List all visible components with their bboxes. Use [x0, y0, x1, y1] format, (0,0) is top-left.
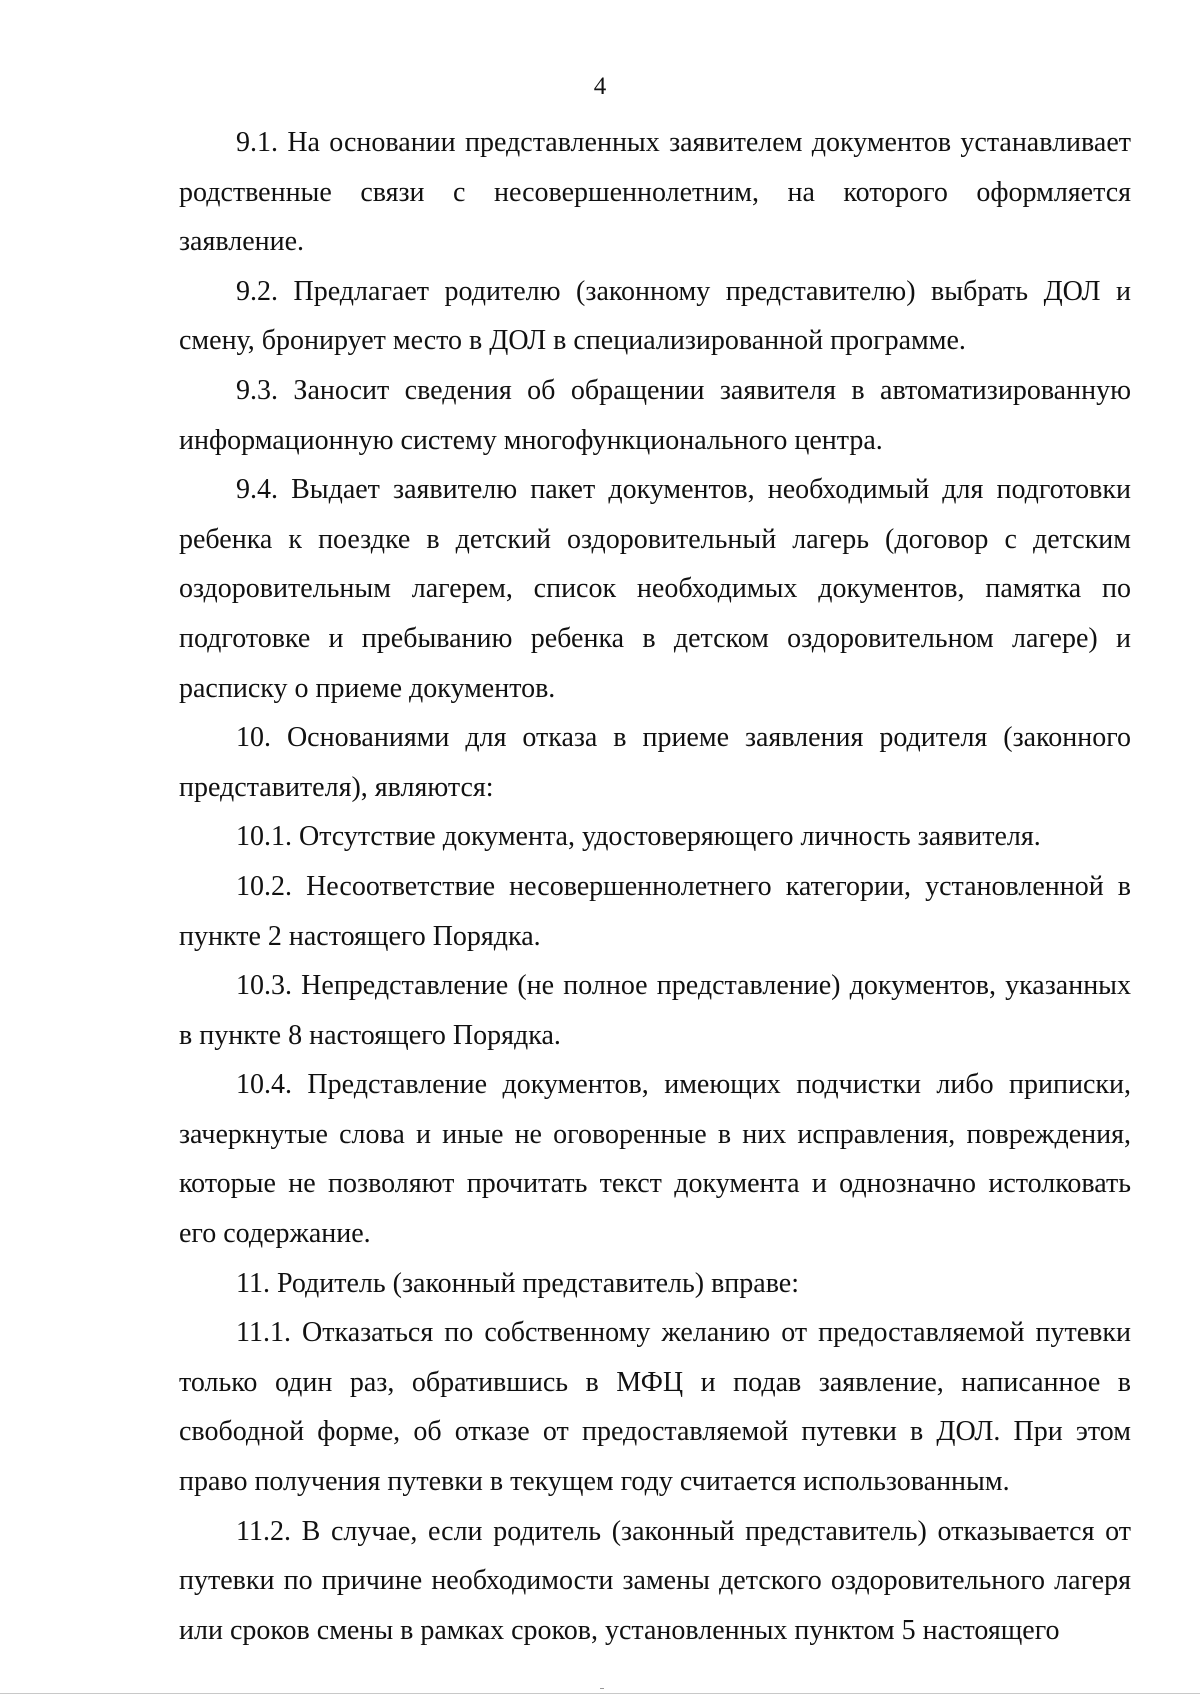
paragraph-10: 10. Основаниями для отказа в приеме заявления родителя (законного представителя), являются: [179, 722, 1131, 803]
scan-edge-mark [600, 1688, 604, 1689]
document-body [179, 118, 1131, 1655]
paragraph-10-3: 10.3. Непредставление (не полное представление) документов, указанных в пункте 8 настоящего Порядка. [179, 970, 1131, 1051]
paragraph-9-2: 9.2. Предлагает родителю (законному представителю) выбрать ДОЛ и смену, бронирует место в ДОЛ в специализированной программе. [179, 275, 1131, 357]
paragraph-11-1: 11.1. Отказаться по собственному желанию от предоставляемой путевки только один раз, обратившись в МФЦ и подав заявление, написанное в свободной форме, об отказе от предоставляемой путевки в ДОЛ. При этом право получения путевки в текущем году считается использованным. [179, 1317, 1131, 1498]
paragraph-11: 11. Родитель (законный представитель) вправе: [236, 1267, 799, 1299]
paragraph-10-4: 10.4. Представление документов, имеющих подчистки либо приписки, зачеркнутые слова и иные не оговоренные в них исправления, повреждения, которые не позволяют прочитать текст документа и однозначно истолковать его содержание. [179, 1069, 1131, 1250]
page-number: 4 [593, 73, 607, 100]
paragraph-9-1: 9.1. На основании представленных заявителем документов устанавливает родственные связи с несовершеннолетним, на которого оформляется заявление. [179, 127, 1131, 258]
paragraph-11-2: 11.2. В случае, если родитель (законный представитель) отказывается от путевки по причине необходимости замены детского оздоровительного лагеря или сроков смены в рамках сроков, установленных пунктом 5 настоящего [179, 1515, 1131, 1646]
scan-edge-line [0, 1693, 1200, 1694]
paragraph-10-2: 10.2. Несоответствие несовершеннолетнего категории, установленной в пункте 2 настоящего Порядка. [179, 870, 1131, 952]
paragraph-9-4: 9.4. Выдает заявителю пакет документов, необходимый для подготовки ребенка к поездке в детский оздоровительный лагерь (договор с детским оздоровительным лагерем, список необходимых документов, памятка по подготовке и пребыванию ребенка в детском оздоровительном лагере) и расписку о приеме документов. [179, 474, 1131, 704]
paragraph-10-1: 10.1. Отсутствие документа, удостоверяющего личность заявителя. [236, 821, 1041, 853]
paragraph-9-3: 9.3. Заносит сведения об обращении заявителя в автоматизированную информационную систему многофункционального центра. [179, 374, 1131, 456]
